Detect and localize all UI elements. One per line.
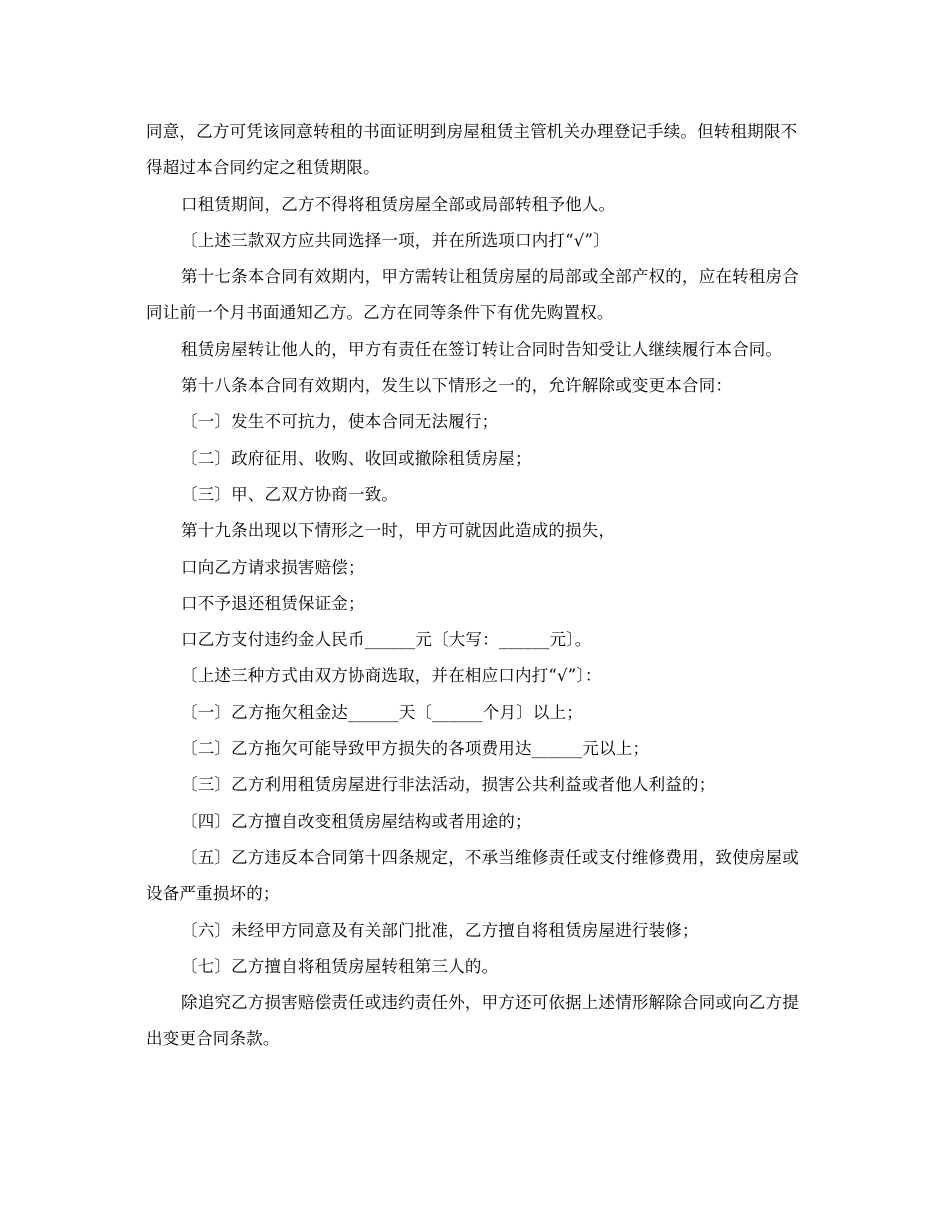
list-item-rent-arrears: 〔一〕乙方拖欠租金达______天〔______个月〕以上；: [181, 702, 583, 722]
paragraph-article-18: 第十八条本合同有效期内，发生以下情形之一的，允许解除或变更本合同：: [181, 376, 733, 396]
list-item-force-majeure: 〔一〕发生不可抗力，使本合同无法履行；: [181, 412, 499, 432]
list-item-illegal-activity: 〔三〕乙方利用租赁房屋进行非法活动，损害公共利益或者他人利益的；: [181, 775, 716, 795]
list-item-unauthorized-sublease: 〔七〕乙方擅自将租赁房屋转租第三人的。: [181, 956, 499, 976]
list-item-fee-arrears: 〔二〕乙方拖欠可能导致甲方损失的各项费用达______元以上；: [181, 739, 650, 759]
option-keep-deposit: 口不予退还租赁保证金；: [181, 593, 365, 613]
paragraph-article-17: 第十七条本合同有效期内，甲方需转让租赁房屋的局部或全部产权的，应在转租房合同让前一个月书面通知乙方。乙方在同等条件下有优先购置权。: [146, 267, 799, 323]
option-pay-penalty: 口乙方支付违约金人民币______元〔大写：______元〕。: [181, 630, 592, 650]
option-claim-damages: 口向乙方请求损害赔偿；: [181, 557, 365, 577]
paragraph-transfer-notice: 租赁房屋转让他人的，甲方有责任在签订转让合同时告知受让人继续履行本合同。: [181, 339, 783, 359]
list-item-government-requisition: 〔二〕政府征用、收购、收回或撤除租赁房屋；: [181, 448, 532, 468]
paragraph-choose-method-note: 〔上述三种方式由双方协商选取，并在相应口内打“√”〕：: [181, 666, 602, 686]
paragraph-sublease-consent: 同意，乙方可凭该同意转租的书面证明到房屋租赁主管机关办理登记手续。但转租期限不得超过本合同约定之租赁期限。: [146, 122, 798, 178]
paragraph-article-19: 第十九条出现以下情形之一时，甲方可就因此造成的损失，: [181, 521, 616, 541]
list-item-maintenance-breach: 〔五〕乙方违反本合同第十四条规定，不承当维修责任或支付维修费用，致使房屋或设备严重损坏的；: [146, 847, 799, 904]
paragraph-termination-rights: 除追究乙方损害赔偿责任或违约责任外，甲方还可依据上述情形解除合同或向乙方提出变更合同条款。: [146, 993, 799, 1049]
list-item-structure-change: 〔四〕乙方擅自改变租赁房屋结构或者用途的；: [181, 811, 532, 831]
list-item-unauthorized-renovation: 〔六〕未经甲方同意及有关部门批准，乙方擅自将租赁房屋进行装修；: [181, 920, 699, 940]
list-item-mutual-agreement: 〔三〕甲、乙双方协商一致。: [181, 484, 399, 504]
paragraph-choose-one-note: 〔上述三款双方应共同选择一项，并在所选项口内打“√”〕: [181, 230, 610, 250]
paragraph-no-sublease-option: 口租赁期间，乙方不得将租赁房屋全部或局部转租予他人。: [181, 194, 616, 214]
document-body: [146, 114, 802, 1058]
